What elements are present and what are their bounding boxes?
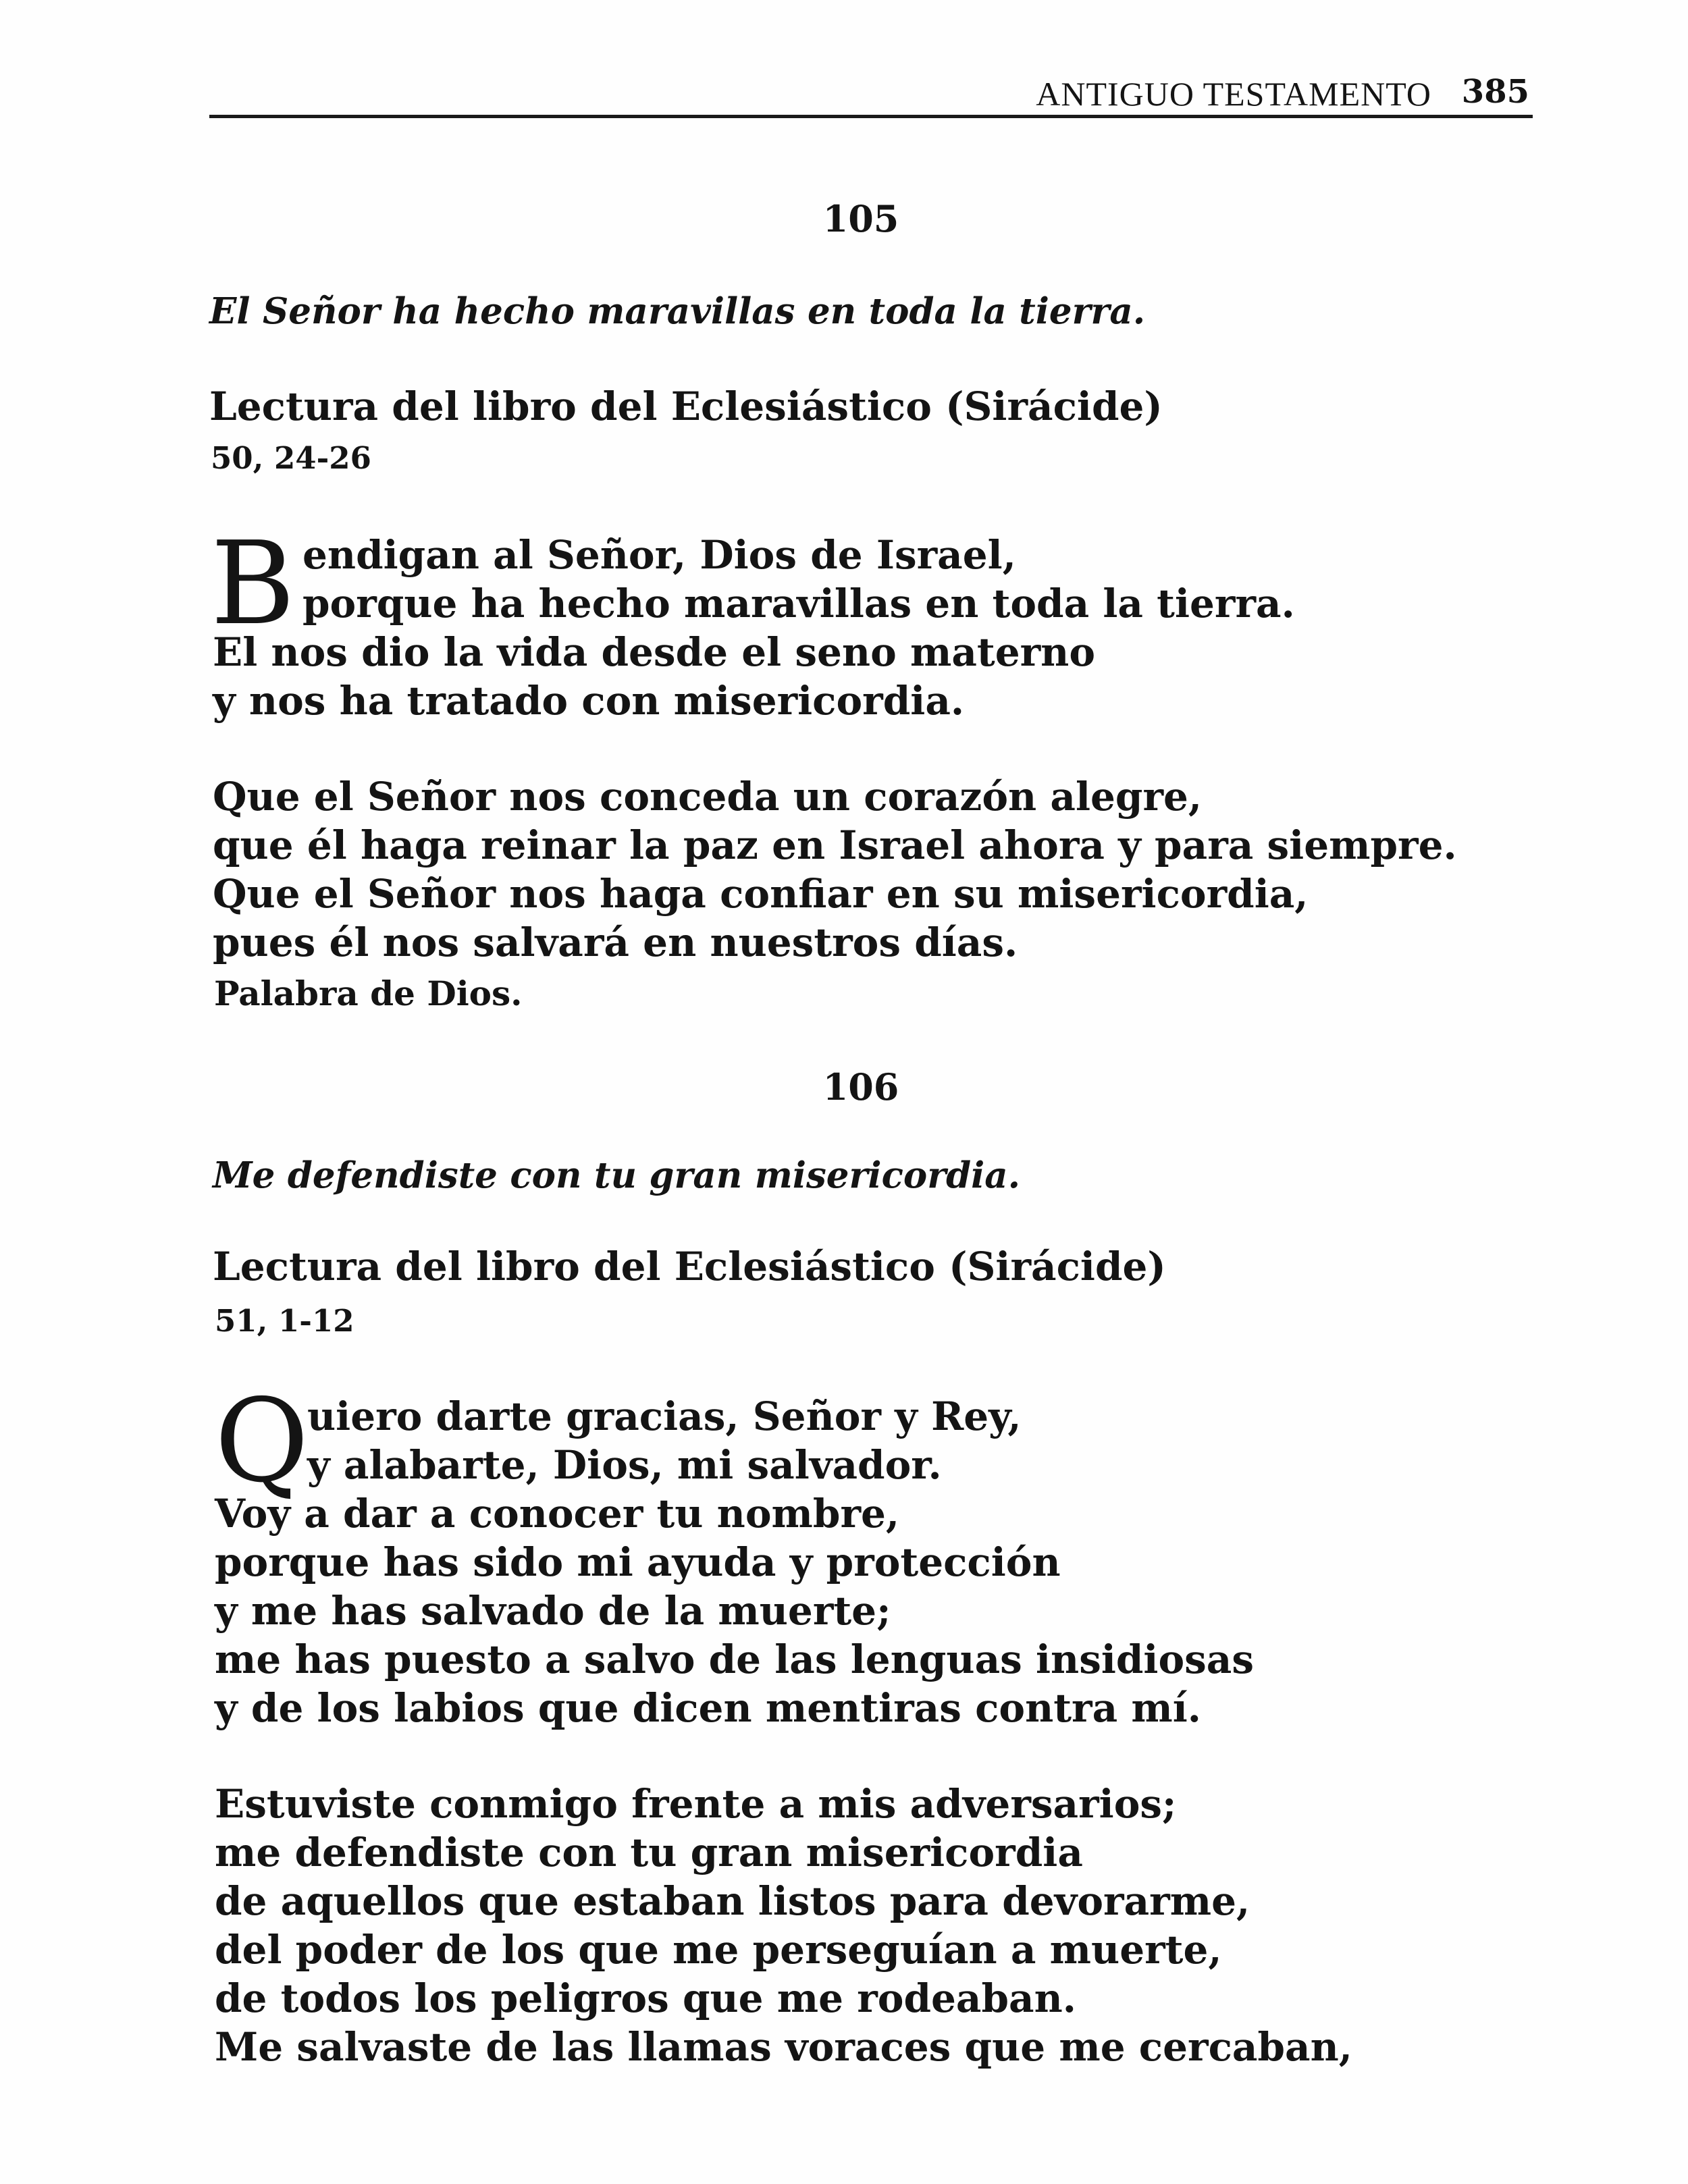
verse-line: porque has sido mi ayuda y protección <box>215 1539 1061 1585</box>
antiphon: Me defendiste con tu gran misericordia. <box>213 1154 1021 1196</box>
section-number: 105 <box>822 197 899 240</box>
running-title: ANTIGUO TESTAMENTO <box>1036 75 1431 113</box>
verse-line: y de los labios que dicen mentiras contra mí. <box>215 1685 1201 1731</box>
verse-line: del poder de los que me perseguían a muerte, <box>215 1927 1222 1973</box>
verse-line: de aquellos que estaban listos para devorarme, <box>215 1878 1250 1924</box>
verse-line: y alabarte, Dios, mi salvador. <box>307 1442 942 1488</box>
scripture-reference: 50, 24-26 <box>211 440 371 476</box>
verse-line: Que el Señor nos haga confiar en su misericordia, <box>213 871 1309 917</box>
scripture-reference: 51, 1-12 <box>215 1303 354 1339</box>
verse-line: de todos los peligros que me rodeaban. <box>215 1975 1076 2021</box>
closing-formula: Palabra de Dios. <box>214 974 523 1013</box>
running-header <box>209 68 1533 118</box>
verse-line: me has puesto a salvo de las lenguas insidiosas <box>215 1636 1255 1682</box>
verse-line: Me salvaste de las llamas voraces que me cercaban, <box>215 2024 1352 2070</box>
reading-title: Lectura del libro del Eclesiástico (Sirácide) <box>209 383 1163 429</box>
verse-line: El nos dio la vida desde el seno materno <box>213 629 1096 675</box>
reading-title: Lectura del libro del Eclesiástico (Sirácide) <box>213 1244 1166 1289</box>
antiphon: El Señor ha hecho maravillas en toda la tierra. <box>209 290 1146 332</box>
section-number: 106 <box>822 1065 899 1109</box>
verse-line: y nos ha tratado con misericordia. <box>213 678 965 724</box>
drop-cap: Q <box>215 1375 309 1508</box>
verse-line: me defendiste con tu gran misericordia <box>215 1830 1083 1875</box>
verse-line: que él haga reinar la paz en Israel ahora y para siempre. <box>213 822 1457 868</box>
verse-line: y me has salvado de la muerte; <box>215 1588 891 1634</box>
verse-line: Estuviste conmigo frente a mis adversarios; <box>215 1781 1177 1827</box>
verse-line: porque ha hecho maravillas en toda la tierra. <box>302 581 1295 627</box>
verse-line: pues él nos salvará en nuestros días. <box>213 920 1018 965</box>
verse-line: uiero darte gracias, Señor y Rey, <box>307 1393 1022 1439</box>
verse-line: endigan al Señor, Dios de Israel, <box>302 532 1016 578</box>
verse-line: Voy a dar a conocer tu nombre, <box>215 1491 900 1537</box>
page-number: 385 <box>1461 73 1529 111</box>
verse-line: Que el Señor nos conceda un corazón alegre, <box>213 774 1203 820</box>
drop-cap: B <box>211 517 295 651</box>
